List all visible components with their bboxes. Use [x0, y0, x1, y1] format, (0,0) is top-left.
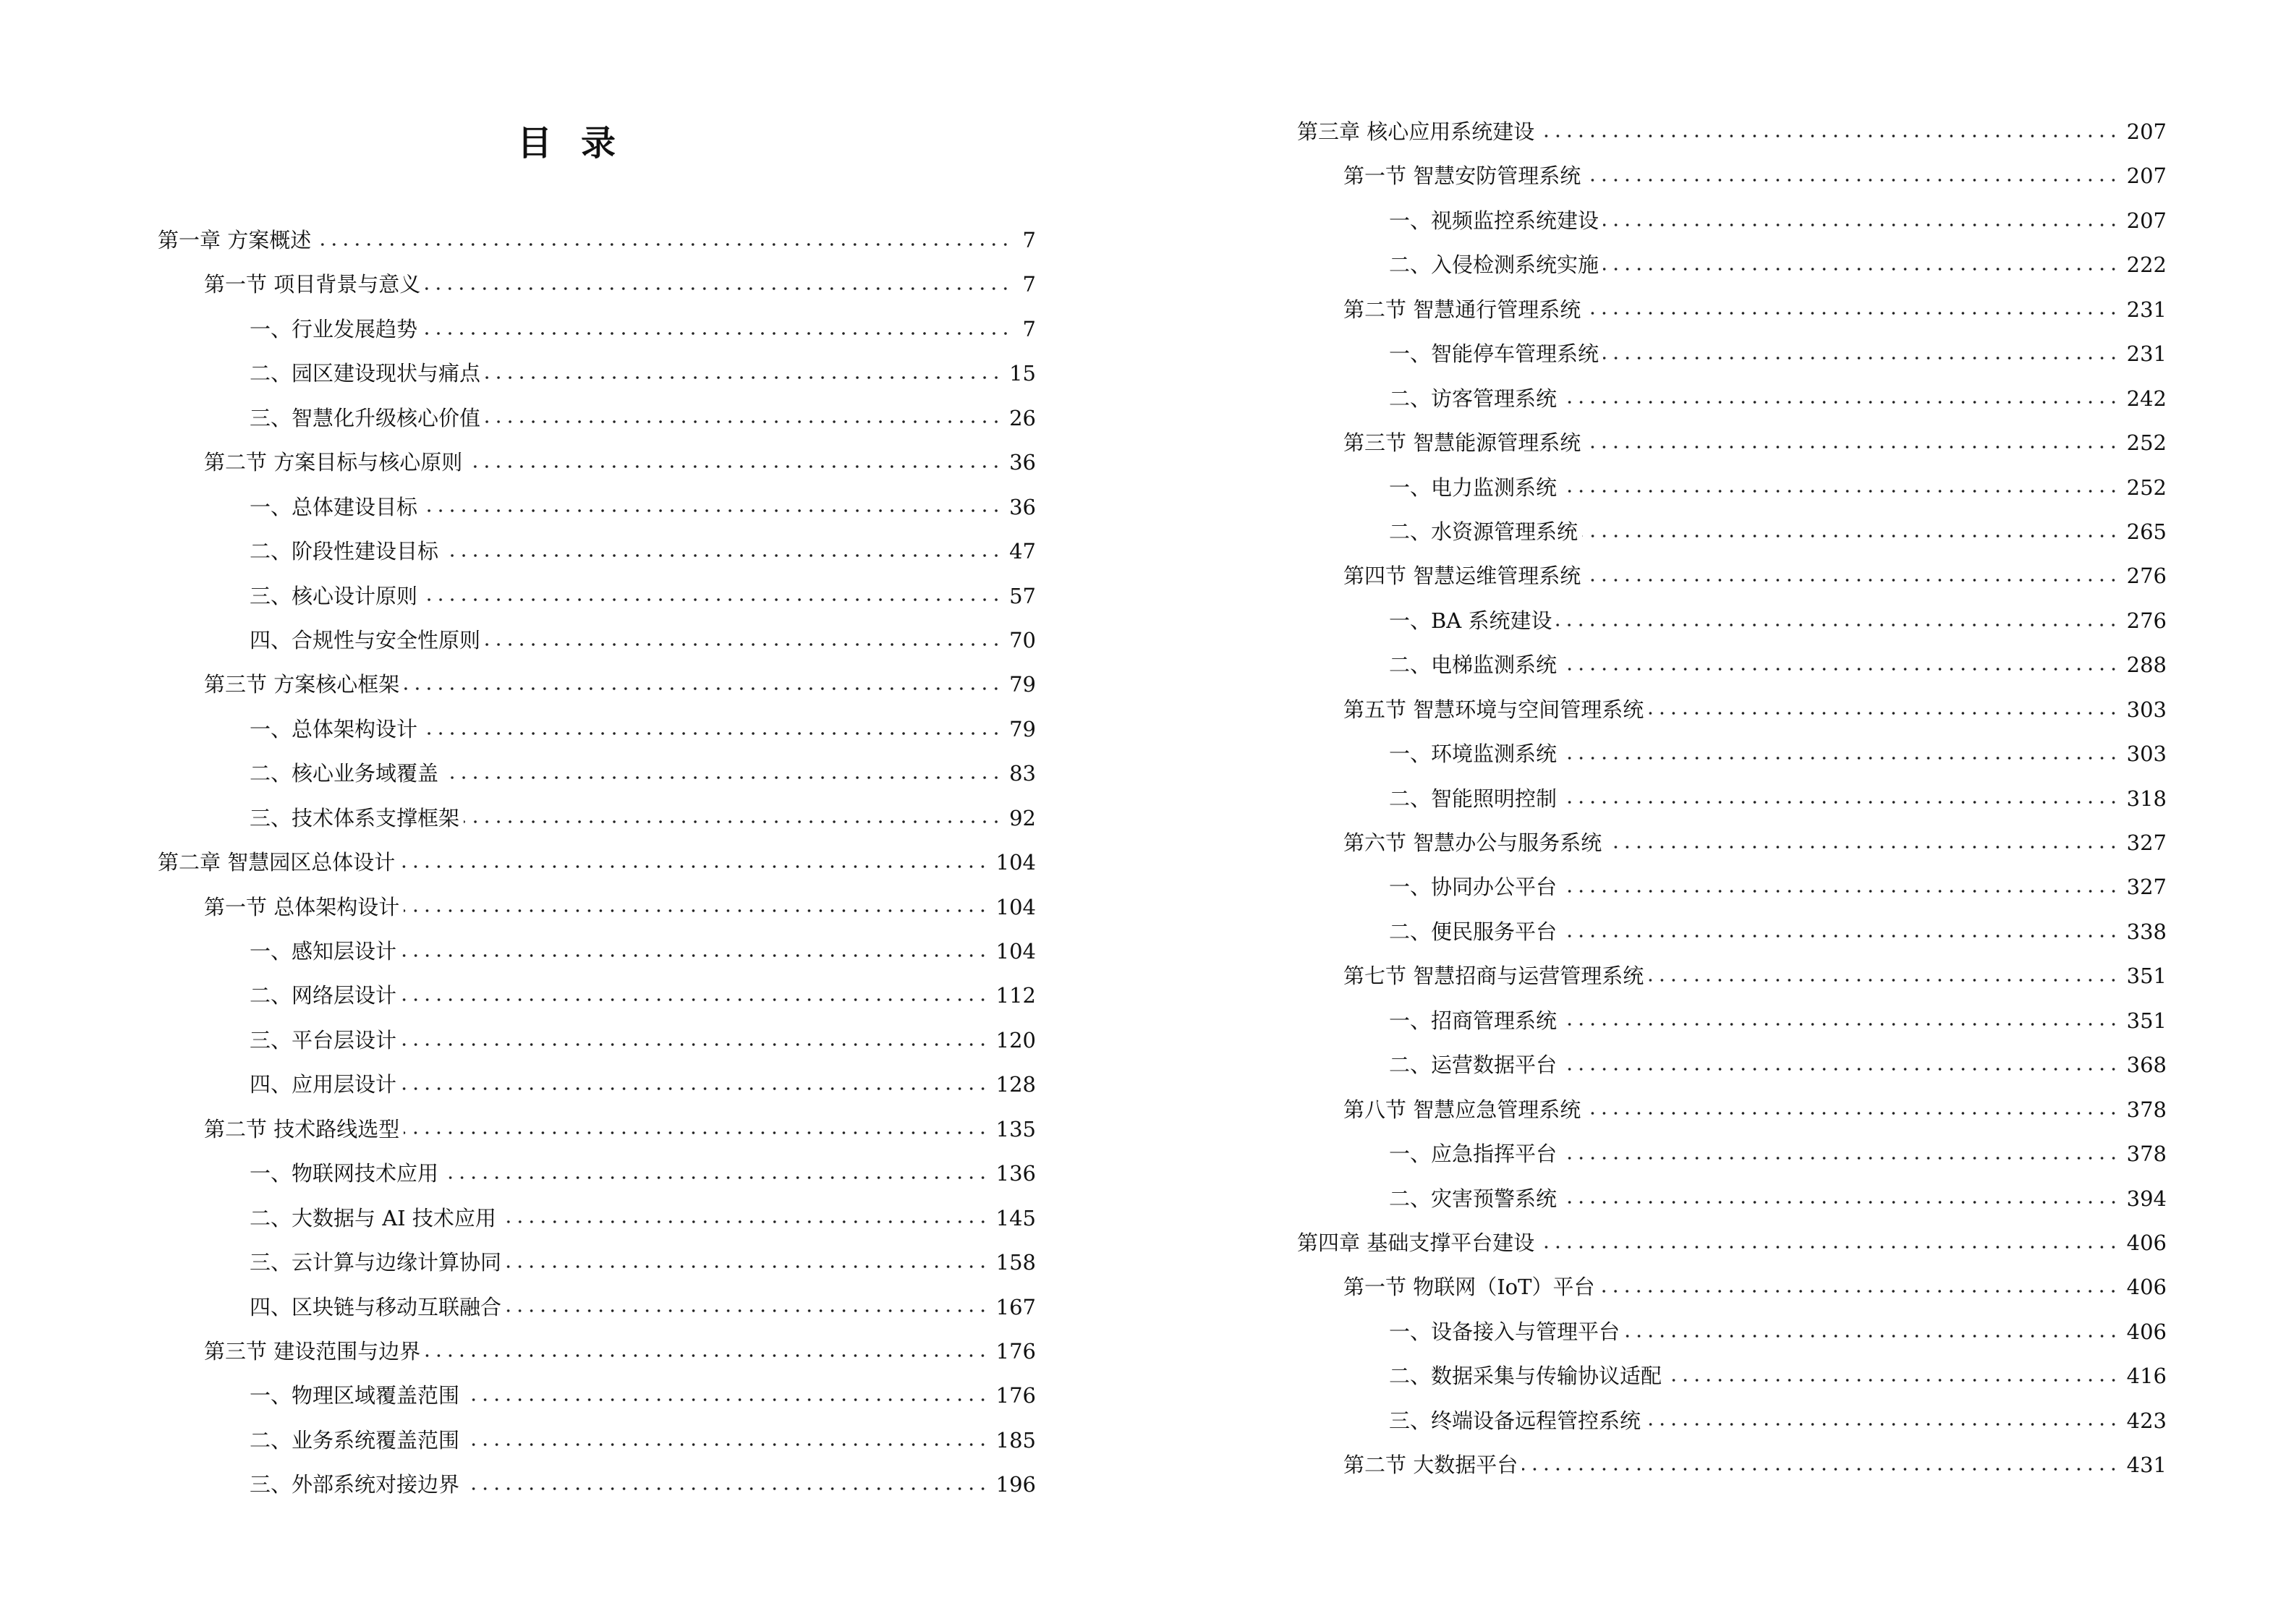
- toc-entry-page-number: 136: [995, 1161, 1036, 1186]
- toc-entry[interactable]: [1297, 466, 2167, 510]
- toc-entry[interactable]: [1297, 1132, 2167, 1176]
- toc-entry-page-number: 288: [2126, 652, 2167, 678]
- toc-entry[interactable]: [1297, 777, 2167, 821]
- toc-entry-page-number: 47: [1009, 539, 1036, 564]
- toc-entry[interactable]: [1297, 999, 2167, 1043]
- toc-entry-page-number: 112: [995, 983, 1036, 1008]
- toc-entry-page-number: 158: [995, 1250, 1036, 1275]
- toc-entry[interactable]: [158, 1196, 1036, 1241]
- toc-entry-label: 一、物联网技术应用: [250, 1161, 439, 1186]
- toc-entry[interactable]: [1297, 288, 2167, 332]
- toc-entry-page-number: 167: [995, 1294, 1036, 1319]
- toc-entry-page-number: 26: [1009, 405, 1036, 430]
- dot-leader: [425, 281, 1011, 296]
- dot-leader: [485, 370, 1002, 385]
- dot-leader: [1561, 662, 2120, 676]
- toc-entry[interactable]: [1297, 1310, 2167, 1354]
- toc-entry-label: 第二章 智慧园区总体设计: [158, 850, 396, 875]
- toc-entry-page-number: 15: [1009, 361, 1036, 386]
- toc-entry[interactable]: [1297, 377, 2167, 421]
- dot-leader: [1539, 1240, 2119, 1254]
- toc-entry[interactable]: [158, 218, 1036, 263]
- toc-entry-label: 第三节 方案核心框架: [204, 672, 400, 697]
- dot-leader: [422, 726, 1002, 741]
- toc-entry-label: 四、应用层设计: [250, 1072, 397, 1097]
- toc-entry[interactable]: [1297, 243, 2167, 287]
- toc-entry[interactable]: [158, 530, 1036, 574]
- toc-entry-label: 二、数据采集与传输协议适配: [1389, 1364, 1662, 1389]
- toc-entry-label: 一、物理区域覆盖范围: [250, 1383, 460, 1408]
- dot-leader: [399, 859, 988, 874]
- dot-leader: [1585, 573, 2119, 587]
- toc-entry-page-number: 406: [2126, 1230, 2167, 1255]
- dot-leader: [1561, 1151, 2120, 1165]
- toc-entry-page-number: 378: [2126, 1097, 2167, 1122]
- toc-entry-label: 一、总体建设目标: [250, 494, 418, 519]
- toc-entry-label: 三、平台层设计: [250, 1027, 397, 1053]
- dot-leader: [443, 770, 1002, 785]
- toc-entry[interactable]: [1297, 421, 2167, 465]
- dot-leader: [1666, 1373, 2120, 1387]
- toc-entry[interactable]: [158, 441, 1036, 485]
- toc-entry-label: 三、智慧化升级核心价值: [250, 405, 481, 430]
- toc-entry[interactable]: [158, 618, 1036, 663]
- toc-entry-label: 第八节 智慧应急管理系统: [1343, 1097, 1581, 1122]
- toc-entry-page-number: 252: [2126, 430, 2167, 456]
- toc-entry-label: 第一节 总体架构设计: [204, 894, 400, 919]
- dot-leader: [1585, 173, 2119, 187]
- dot-leader: [1561, 751, 2120, 765]
- toc-entry-page-number: 7: [1022, 228, 1036, 252]
- toc-entry-label: 二、智能照明控制: [1389, 786, 1558, 811]
- toc-entry[interactable]: [1297, 1177, 2167, 1221]
- toc-entry-page-number: 222: [2126, 252, 2167, 278]
- toc-entry-page-number: 242: [2126, 386, 2167, 411]
- toc-entry[interactable]: [158, 352, 1036, 396]
- dot-leader: [443, 1170, 989, 1185]
- toc-entry-label: 二、业务系统覆盖范围: [250, 1427, 460, 1453]
- dot-leader: [1585, 306, 2119, 320]
- toc-entry[interactable]: [158, 1019, 1036, 1063]
- dot-leader: [1522, 1462, 2119, 1476]
- toc-entry-page-number: 327: [2126, 875, 2167, 900]
- toc-entry-page-number: 185: [995, 1427, 1036, 1453]
- toc-entry[interactable]: [158, 930, 1036, 974]
- dot-leader: [1599, 1284, 2119, 1298]
- toc-entry-page-number: 303: [2126, 741, 2167, 767]
- toc-entry-page-number: 351: [2126, 964, 2167, 989]
- dot-leader: [401, 1037, 989, 1052]
- toc-entry[interactable]: [158, 1374, 1036, 1418]
- toc-entry-label: 第一节 物联网（IoT）平台: [1343, 1275, 1595, 1300]
- toc-entry-page-number: 145: [995, 1205, 1036, 1230]
- toc-entry-label: 第一节 项目背景与意义: [204, 272, 421, 297]
- toc-entry-label: 第二节 方案目标与核心原则: [204, 450, 463, 475]
- toc-entry[interactable]: [1297, 643, 2167, 687]
- dot-leader: [1603, 351, 2120, 365]
- toc-entry-label: 三、外部系统对接边界: [250, 1472, 460, 1497]
- toc-entry-label: 四、合规性与安全性原则: [250, 627, 481, 652]
- toc-entry-page-number: 231: [2126, 297, 2167, 322]
- toc-entry-page-number: 79: [1009, 672, 1036, 697]
- toc-entry-label: 第二节 技术路线选型: [204, 1116, 400, 1142]
- toc-entry-label: 第一章 方案概述: [158, 228, 312, 252]
- dot-leader: [1648, 973, 2119, 987]
- toc-entry-page-number: 7: [1022, 272, 1036, 297]
- dot-leader: [422, 503, 1002, 518]
- toc-entry[interactable]: [1297, 554, 2167, 598]
- dot-leader: [401, 1081, 989, 1096]
- toc-entry-page-number: 135: [995, 1116, 1036, 1142]
- toc-entry-label: 一、行业发展趋势: [250, 316, 418, 341]
- dot-leader: [464, 815, 1002, 829]
- toc-entry-label: 二、园区建设现状与痛点: [250, 361, 481, 386]
- toc-entry-label: 第四节 智慧运维管理系统: [1343, 564, 1581, 589]
- toc-entry[interactable]: [1297, 332, 2167, 376]
- toc-entry-label: 三、终端设备远程管控系统: [1389, 1408, 1641, 1433]
- dot-leader: [464, 1393, 989, 1407]
- toc-entry-page-number: 338: [2126, 919, 2167, 944]
- dot-leader: [1624, 1329, 2120, 1343]
- toc-entry[interactable]: [158, 574, 1036, 618]
- dot-leader: [401, 992, 989, 1007]
- toc-title: 目录: [517, 123, 645, 163]
- toc-entry[interactable]: [158, 1152, 1036, 1196]
- dot-leader: [1585, 440, 2119, 454]
- dot-leader: [401, 948, 989, 963]
- toc-entry-label: 一、感知层设计: [250, 939, 397, 964]
- toc-entry-label: 第二节 智慧通行管理系统: [1343, 297, 1581, 322]
- toc-entry[interactable]: [158, 396, 1036, 441]
- toc-entry-page-number: 394: [2126, 1186, 2167, 1211]
- toc-entry-page-number: 83: [1009, 761, 1036, 786]
- toc-entry-page-number: 416: [2126, 1364, 2167, 1389]
- toc-entry-label: 一、招商管理系统: [1389, 1008, 1558, 1033]
- toc-entry-label: 第三章 核心应用系统建设: [1297, 119, 1535, 144]
- toc-entry-page-number: 7: [1022, 316, 1036, 341]
- toc-entry-label: 第六节 智慧办公与服务系统: [1343, 830, 1602, 855]
- dot-leader: [1645, 1417, 2120, 1432]
- toc-entry-label: 一、电力监测系统: [1389, 475, 1558, 500]
- toc-entry-page-number: 57: [1009, 583, 1036, 608]
- toc-entry[interactable]: [158, 1063, 1036, 1107]
- dot-leader: [506, 1304, 989, 1318]
- toc-entry[interactable]: [1297, 154, 2167, 198]
- toc-entry-page-number: 36: [1009, 450, 1036, 475]
- toc-entry[interactable]: [158, 1330, 1036, 1374]
- dot-leader: [1561, 1017, 2120, 1032]
- toc-entry[interactable]: [1297, 821, 2167, 865]
- dot-leader: [1561, 395, 2120, 409]
- dot-leader: [467, 459, 1002, 474]
- toc-entry-page-number: 196: [995, 1472, 1036, 1497]
- toc-entry-label: 第三节 智慧能源管理系统: [1343, 430, 1581, 456]
- toc-entry-label: 二、访客管理系统: [1389, 386, 1558, 411]
- toc-entry-page-number: 176: [995, 1338, 1036, 1364]
- toc-entry-label: 一、智能停车管理系统: [1389, 341, 1599, 367]
- toc-entry[interactable]: [1297, 910, 2167, 954]
- toc-entry[interactable]: [1297, 510, 2167, 554]
- toc-entry-page-number: 406: [2126, 1275, 2167, 1300]
- toc-entry-page-number: 70: [1009, 627, 1036, 652]
- toc-entry-label: 第七节 智慧招商与运营管理系统: [1343, 964, 1644, 989]
- toc-entry[interactable]: [1297, 1443, 2167, 1487]
- toc-entry-page-number: 265: [2126, 519, 2167, 544]
- toc-entry[interactable]: [1297, 954, 2167, 998]
- toc-entry-label: 二、水资源管理系统: [1389, 519, 1578, 544]
- dot-leader: [1561, 1195, 2120, 1210]
- dot-leader: [1539, 129, 2119, 143]
- toc-entry-page-number: 327: [2126, 830, 2167, 855]
- toc-entry[interactable]: [158, 663, 1036, 707]
- dot-leader: [1603, 262, 2120, 276]
- dot-leader: [1561, 484, 2120, 498]
- toc-entry[interactable]: [158, 707, 1036, 752]
- toc-entry[interactable]: [1297, 110, 2167, 154]
- toc-entry-page-number: 36: [1009, 494, 1036, 519]
- toc-entry-page-number: 231: [2126, 341, 2167, 367]
- toc-entry-page-number: 276: [2126, 608, 2167, 633]
- dot-leader: [404, 681, 1002, 696]
- toc-entry-label: 一、视频监控系统建设: [1389, 208, 1599, 233]
- dot-leader: [1561, 884, 2120, 898]
- toc-entry[interactable]: [1297, 1088, 2167, 1132]
- toc-entry-page-number: 120: [995, 1027, 1036, 1053]
- dot-leader: [464, 1437, 989, 1452]
- toc-entry[interactable]: [158, 1463, 1036, 1507]
- toc-entry[interactable]: [1297, 1265, 2167, 1309]
- toc-entry-page-number: 79: [1009, 716, 1036, 741]
- toc-entry-label: 二、便民服务平台: [1389, 919, 1558, 944]
- toc-entry-page-number: 368: [2126, 1053, 2167, 1078]
- toc-entry-label: 三、核心设计原则: [250, 583, 418, 608]
- dot-leader: [485, 414, 1002, 429]
- toc-entry-label: 第五节 智慧环境与空间管理系统: [1343, 697, 1644, 722]
- toc-entry-page-number: 104: [995, 850, 1036, 875]
- toc-entry-page-number: 303: [2126, 697, 2167, 722]
- toc-entry[interactable]: [158, 752, 1036, 796]
- toc-entry[interactable]: [158, 1241, 1036, 1285]
- dot-leader: [1606, 840, 2119, 854]
- toc-entry-page-number: 92: [1009, 805, 1036, 830]
- toc-entry[interactable]: [158, 1108, 1036, 1152]
- toc-entry-label: 第一节 智慧安防管理系统: [1343, 163, 1581, 189]
- toc-entry-label: 三、技术体系支撑框架: [250, 805, 460, 830]
- toc-entry-label: 一、设备接入与管理平台: [1389, 1319, 1620, 1344]
- toc-entry-page-number: 378: [2126, 1142, 2167, 1167]
- dot-leader: [1561, 1062, 2120, 1076]
- dot-leader: [1582, 529, 2120, 543]
- dot-leader: [1585, 1106, 2119, 1121]
- toc-entry[interactable]: [1297, 1221, 2167, 1265]
- toc-entry[interactable]: [158, 841, 1036, 885]
- toc-entry-page-number: 406: [2126, 1319, 2167, 1344]
- toc-entry-page-number: 104: [995, 939, 1036, 964]
- toc-entry[interactable]: [1297, 599, 2167, 643]
- dot-leader: [1648, 706, 2119, 720]
- toc-entry[interactable]: [1297, 1399, 2167, 1443]
- toc-entry-page-number: 207: [2126, 208, 2167, 233]
- dot-leader: [422, 326, 1011, 341]
- toc-entry-label: 第四章 基础支撑平台建设: [1297, 1230, 1535, 1255]
- toc-entry[interactable]: [158, 485, 1036, 530]
- toc-list-left: [158, 218, 1036, 1508]
- toc-entry-page-number: 176: [995, 1383, 1036, 1408]
- dot-leader: [1561, 929, 2120, 943]
- toc-entry-page-number: 276: [2126, 564, 2167, 589]
- dot-leader: [464, 1481, 989, 1496]
- toc-entry[interactable]: [1297, 732, 2167, 776]
- toc-entry[interactable]: [158, 307, 1036, 352]
- toc-entry-label: 二、大数据与 AI 技术应用: [250, 1205, 496, 1230]
- toc-entry-page-number: 252: [2126, 475, 2167, 500]
- dot-leader: [315, 237, 1011, 252]
- toc-entry-label: 二、入侵检测系统实施: [1389, 252, 1599, 278]
- dot-leader: [485, 637, 1002, 652]
- toc-entry-label: 一、环境监测系统: [1389, 741, 1558, 767]
- toc-entry-label: 二、运营数据平台: [1389, 1053, 1558, 1078]
- toc-entry[interactable]: [1297, 688, 2167, 732]
- dot-leader: [1556, 618, 2119, 632]
- toc-entry-page-number: 128: [995, 1072, 1036, 1097]
- toc-list-right: [1297, 110, 2167, 1488]
- toc-entry[interactable]: [158, 885, 1036, 930]
- toc-entry-label: 一、BA 系统建设: [1389, 608, 1552, 633]
- toc-entry[interactable]: [158, 1285, 1036, 1330]
- toc-entry[interactable]: [1297, 865, 2167, 909]
- toc-entry-label: 三、云计算与边缘计算协同: [250, 1250, 502, 1275]
- toc-entry-label: 第二节 大数据平台: [1343, 1453, 1518, 1478]
- dot-leader: [404, 904, 988, 918]
- dot-leader: [1561, 795, 2120, 809]
- toc-entry[interactable]: [1297, 1354, 2167, 1398]
- toc-entry-page-number: 351: [2126, 1008, 2167, 1033]
- dot-leader: [404, 1126, 988, 1140]
- toc-entry-label: 二、电梯监测系统: [1389, 652, 1558, 678]
- toc-entry-label: 第三节 建设范围与边界: [204, 1338, 421, 1364]
- toc-entry[interactable]: [158, 1419, 1036, 1463]
- dot-leader: [443, 548, 1002, 563]
- toc-entry-label: 二、灾害预警系统: [1389, 1186, 1558, 1211]
- toc-entry-page-number: 431: [2126, 1453, 2167, 1478]
- right-page: [1143, 0, 2286, 1624]
- toc-entry[interactable]: [158, 263, 1036, 307]
- dot-leader: [1603, 218, 2120, 232]
- toc-entry-page-number: 207: [2126, 119, 2167, 144]
- toc-entry[interactable]: [1297, 1043, 2167, 1087]
- dot-leader: [501, 1215, 989, 1229]
- toc-entry-label: 一、协同办公平台: [1389, 875, 1558, 900]
- toc-entry-label: 四、区块链与移动互联融合: [250, 1294, 502, 1319]
- toc-entry[interactable]: [158, 796, 1036, 841]
- toc-entry[interactable]: [158, 974, 1036, 1018]
- toc-entry-label: 一、应急指挥平台: [1389, 1142, 1558, 1167]
- dot-leader: [425, 1348, 988, 1363]
- toc-entry-label: 二、核心业务域覆盖: [250, 761, 439, 786]
- toc-entry[interactable]: [1297, 199, 2167, 243]
- toc-entry-label: 一、总体架构设计: [250, 716, 418, 741]
- toc-entry-label: 二、阶段性建设目标: [250, 539, 439, 564]
- toc-entry-label: 二、网络层设计: [250, 983, 397, 1008]
- toc-entry-page-number: 104: [995, 894, 1036, 919]
- dot-leader: [506, 1259, 989, 1274]
- dot-leader: [422, 592, 1002, 607]
- toc-entry-page-number: 207: [2126, 163, 2167, 189]
- toc-entry-page-number: 423: [2126, 1408, 2167, 1433]
- toc-entry-page-number: 318: [2126, 786, 2167, 811]
